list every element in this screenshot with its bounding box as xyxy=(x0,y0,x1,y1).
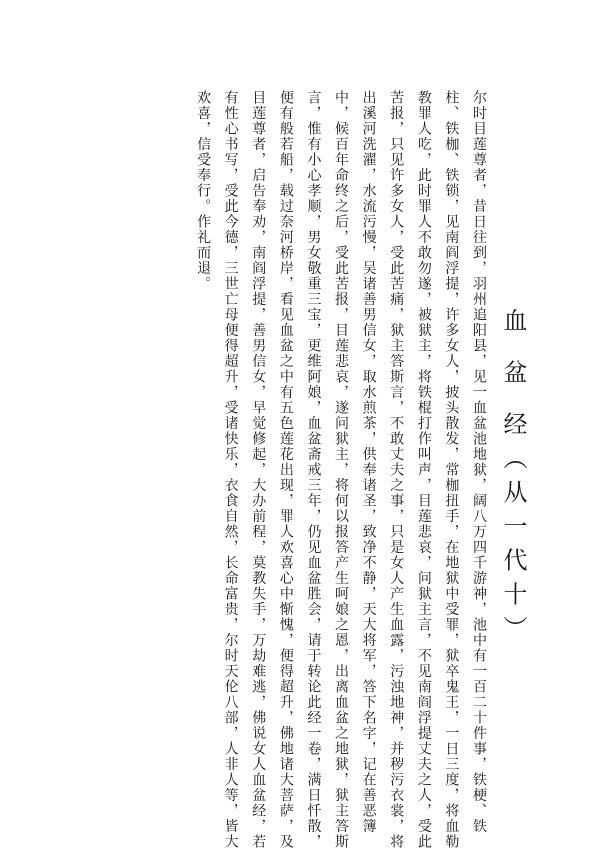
scripture-body-text: 尔时目莲尊者，昔日往到，羽州追阳县，见一血盆池地狱，阔八万四千游神，池中有一百二十件事，铁梗、铁柱、铁枷、铁锁，见南阎浮提，许多女人，披头散发，常枷扭手，在地狱中受罪，狱卒鬼王，一日三度，将血勒教罪人吃，此时罪人不敢勿遂，被狱主，将铁棍打作叫声，目莲悲哀，问狱主言，不见南阎浮提丈夫之人，受此苦报，只见许多女人，受此苦痛，狱主答斯言，不敢丈夫之事，只是女人产生血露，污浊地神，并秽污衣裳，将出溪河洗濯，水流污慢，吴诸善男信女，取水煎茶，供奉诸圣，致净不静，天大将军，答下名字，记在善恶簿中，候百年命终之后，受此苦报，目莲悲哀，遂问狱主，将何以报答产生呵娘之恩，出离血盆之地狱，狱主答斯言，惟有小心孝顺，男女敬重三宝，更维阿娘，血盆斋戒三年，仍见血盆胜会，请于转论此经一卷，满日忏散，便有般若船，载过奈河桥岸，看见血盆之中有五色莲花出现，罪人欢喜心中惭愧，便得超升，佛地诸大菩萨，及目莲尊者，启告奉劝，南阎浮提，善男信女，早觉修起，大办前程，莫教失手，万劫难逃，佛说女人血盆经，若有性心书写，受此今德，三世亡母便得超升，受诸快乐，衣食自然，长命富贵，尔时天伦八部，人非人等，皆大欢喜，信受奉行。作礼而退。 xyxy=(195,90,487,850)
document-title: 血 盆 经（从一代十） xyxy=(499,308,527,650)
